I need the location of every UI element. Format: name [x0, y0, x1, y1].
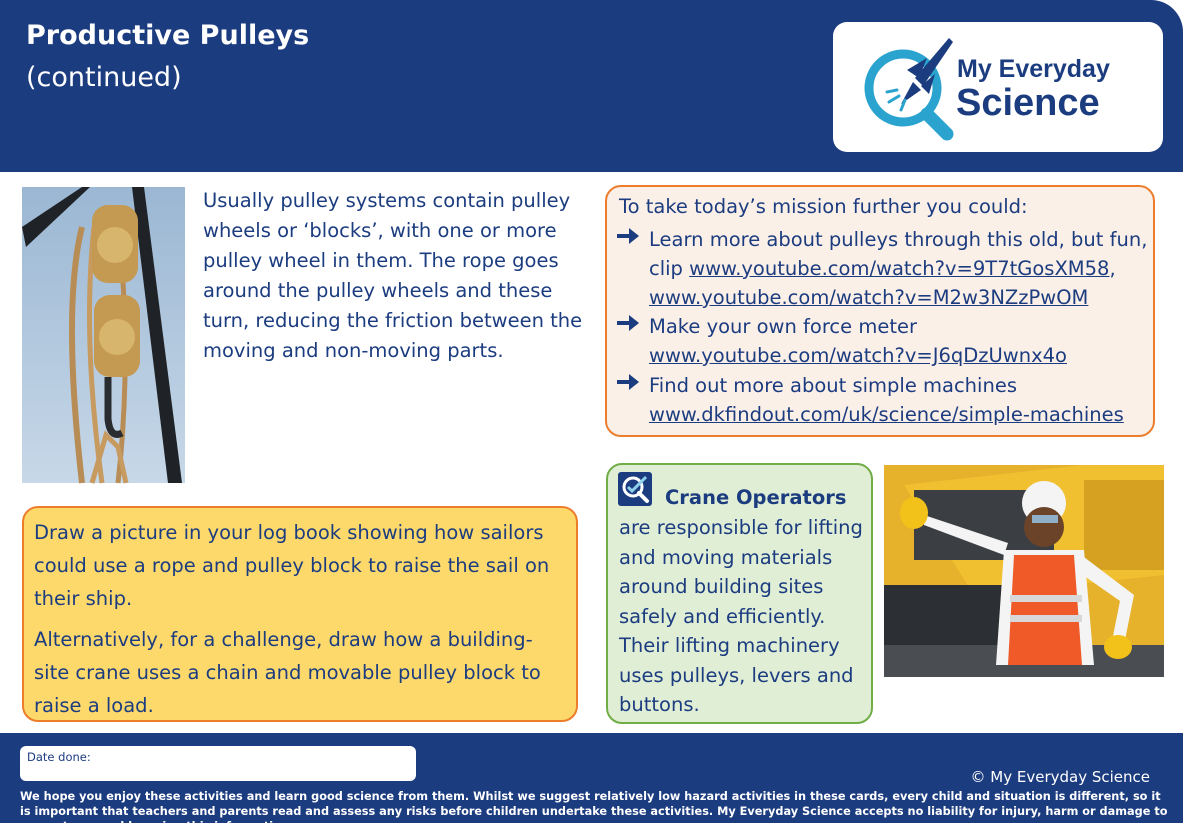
mission-item-text: Learn more about pulleys through this old, but fun, — [649, 228, 1148, 251]
date-done-field[interactable] — [20, 746, 416, 781]
copyright-notice: © My Everyday Science — [970, 768, 1150, 786]
mission-item-prefix: clip — [649, 257, 690, 280]
website-link[interactable]: www.dkfindout.com/uk/science/simple-machines — [649, 403, 1124, 426]
career-title: Crane Operators — [665, 486, 847, 509]
rocket-magnifier-icon — [857, 30, 965, 142]
arrow-right-icon — [617, 226, 639, 246]
video-link[interactable]: www.youtube.com/watch?v=M2w3NZzPwOM — [649, 286, 1089, 309]
mission-item-text: Make your own force meter — [649, 315, 918, 338]
page-subtitle: (continued) — [26, 62, 182, 93]
career-box — [606, 463, 873, 724]
magnifier-check-icon — [618, 472, 652, 506]
mission-item-text: Find out more about simple machines — [649, 374, 1017, 397]
drawing-task-box — [22, 506, 578, 722]
career-description: are responsible for lifting and moving materials around building sites safely and efficiently. Their lifting machinery uses pulleys, levers and buttons. — [619, 516, 863, 716]
video-link[interactable]: www.youtube.com/watch?v=J6qDzUwnx4o — [649, 344, 1067, 367]
mission-further-box — [605, 185, 1155, 437]
arrow-right-icon — [617, 372, 639, 392]
task-paragraph: Draw a picture in your log book showing how sailors could use a rope and pulley block to raise the sail on their ship. — [34, 521, 550, 610]
header-banner — [0, 0, 1183, 172]
pulley-block-photo — [22, 187, 185, 483]
brand-logo — [833, 22, 1163, 152]
challenge-paragraph: Alternatively, for a challenge, draw how a building-site crane uses a chain and movable pulley block to raise a load. — [34, 628, 541, 717]
logo-text-bottom: Science — [956, 82, 1100, 124]
disclaimer-text: We hope you enjoy these activities and learn good science from them. Whilst we suggest relatively low hazard activities in these cards, every child and situation is different, so it is important that teachers and parents read and assess any risks before children undertake these activities. My Everyday Science accepts no liability for injury, harm or damage to property caused by using this information. — [20, 790, 1168, 833]
logo-text-top: My Everyday — [957, 55, 1110, 83]
page-title: Productive Pulleys — [26, 20, 310, 51]
link-separator: , — [1109, 257, 1116, 280]
arrow-right-icon — [617, 313, 639, 333]
footer — [0, 733, 1183, 833]
intro-paragraph: Usually pulley systems contain pulley wheels or ‘blocks’, with one or more pulley wheel in them. The rope goes around the pulley wheels and these turn, reducing the friction between the moving and non-moving parts. — [203, 189, 583, 362]
mission-intro: To take today’s mission further you could: — [619, 195, 1028, 218]
video-link[interactable]: www.youtube.com/watch?v=9T7tGosXM58 — [689, 257, 1110, 280]
date-done-label: Date done: — [27, 750, 91, 764]
crane-operator-photo — [884, 465, 1164, 677]
